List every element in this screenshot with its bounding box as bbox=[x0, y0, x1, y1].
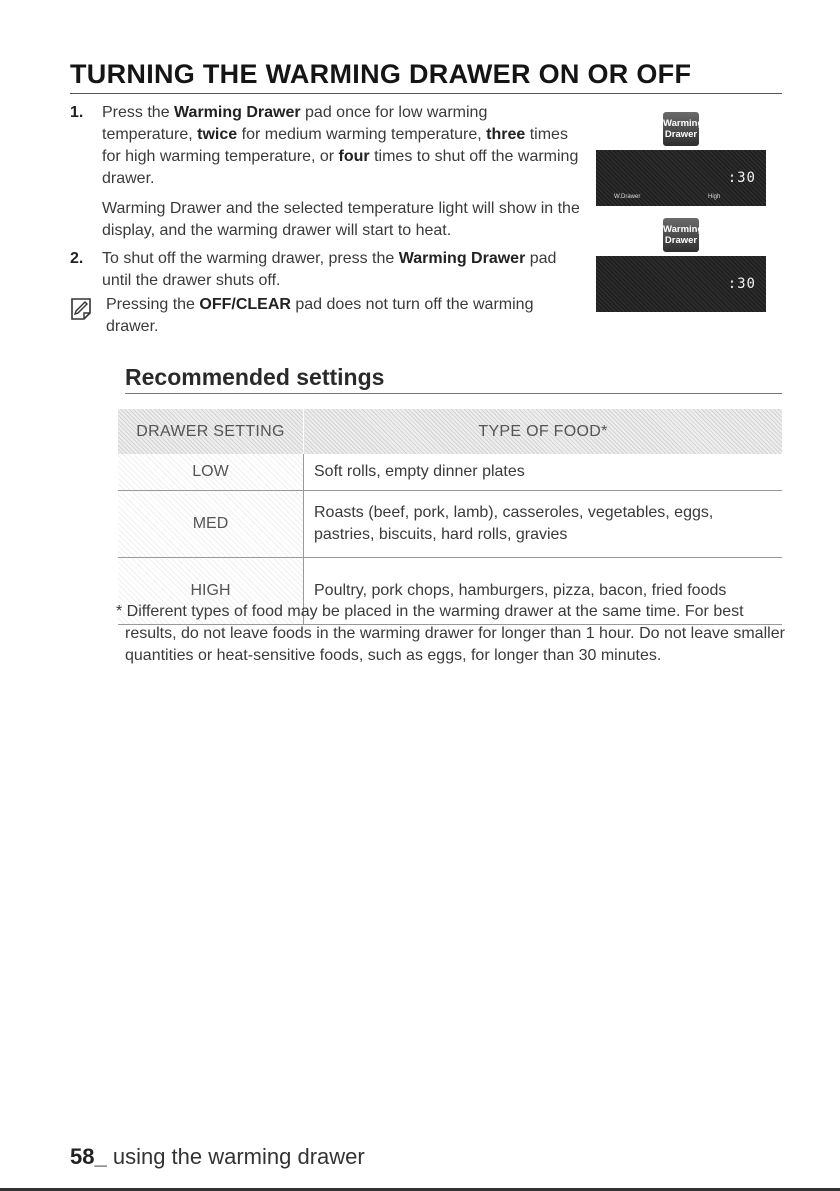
setting-cell: HIGH bbox=[118, 558, 304, 625]
table-row bbox=[118, 454, 782, 491]
panel-off-setting bbox=[596, 218, 766, 312]
food-cell: Poultry, pork chops, hamburgers, pizza, bacon, fried foods bbox=[304, 558, 783, 625]
display-time: :30 bbox=[727, 276, 756, 292]
note-text: Pressing the OFF/CLEAR pad does not turn off the warming drawer. bbox=[106, 296, 534, 335]
step-number: 2. bbox=[70, 250, 84, 267]
control-panel-illustrations bbox=[596, 112, 766, 312]
step-sub-text: Warming Drawer and the selected temperature light will show in the display, and the warming drawer will start to heat. bbox=[102, 200, 580, 239]
setting-cell: MED bbox=[118, 491, 304, 558]
footnote: * Different types of food may be placed in the warming drawer at the same time. For best results, do not leave foods in the warming drawer for longer than 1 hour. Do not leave smaller quantities or heat-sensitive foods, such as eggs, for longer than 30 minutes. bbox=[116, 603, 785, 664]
note bbox=[70, 294, 580, 338]
display-panel bbox=[596, 256, 766, 312]
food-cell: Roasts (beef, pork, lamb), casseroles, vegetables, eggs, pastries, biscuits, hard rolls, gravies bbox=[304, 491, 783, 558]
step-text: To shut off the warming drawer, press the Warming Drawer pad until the drawer shuts off. bbox=[102, 250, 557, 289]
section-title: Recommended settings bbox=[125, 363, 782, 394]
footer-section: using the warming drawer bbox=[106, 1144, 365, 1169]
display-indicator: W.Drawer bbox=[614, 194, 641, 200]
column-header: DRAWER SETTING bbox=[118, 409, 304, 454]
table-row bbox=[118, 491, 782, 558]
display-panel bbox=[596, 150, 766, 206]
warming-drawer-pad: Warming Drawer bbox=[663, 112, 699, 146]
column-header: TYPE OF FOOD* bbox=[304, 409, 783, 454]
display-indicator: High bbox=[708, 194, 721, 200]
settings-table bbox=[118, 409, 782, 625]
note-icon bbox=[70, 296, 94, 320]
panel-low-setting bbox=[596, 112, 766, 206]
step-number: 1. bbox=[70, 104, 84, 121]
setting-cell: LOW bbox=[118, 454, 304, 491]
step-2 bbox=[70, 248, 580, 292]
instructions bbox=[70, 102, 580, 338]
page-footer bbox=[70, 1144, 365, 1170]
step-text: Press the Warming Drawer pad once for low warming temperature, twice for medium warming temperature, three times for high warming temperature, or four times to shut off the warming drawer. bbox=[102, 104, 579, 187]
table-header-row bbox=[118, 409, 782, 454]
page-title: TURNING THE WARMING DRAWER ON OR OFF bbox=[70, 58, 782, 94]
food-cell: Soft rolls, empty dinner plates bbox=[304, 454, 783, 491]
step-1 bbox=[70, 102, 580, 242]
display-time: :30 bbox=[727, 170, 756, 186]
page-number: 58_ bbox=[70, 1144, 107, 1169]
warming-drawer-pad: Warming Drawer bbox=[663, 218, 699, 252]
